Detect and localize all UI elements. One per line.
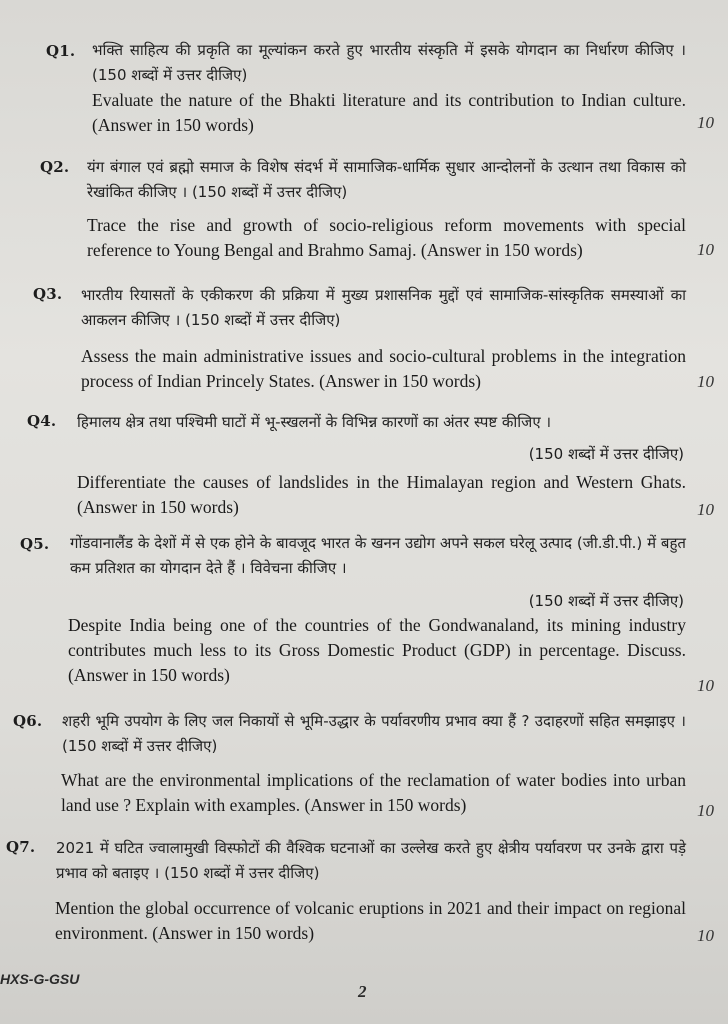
word-limit-note: (150 शब्दों में उत्तर दीजिए)	[528, 592, 684, 610]
paper-code: HXS-G-GSU	[0, 971, 80, 987]
question-number: Q7.	[6, 838, 36, 856]
question-number: Q1.	[46, 42, 76, 60]
question-hindi-text: 2021 में घटित ज्वालामुखी विस्फोटों की वैश्विक घटनाओं का उल्लेख करते हुए क्षेत्रीय पर्यावरण पर उनके द्वारा पड़े प्रभाव को बताइए । (150 शब्दों में उत्तर दीजिए)	[56, 839, 686, 882]
question-number: Q4.	[27, 412, 57, 430]
question-hindi-text: शहरी भूमि उपयोग के लिए जल निकायों से भूमि-उद्धार के पर्यावरणीय प्रभाव क्या हैं ? उदाहरणों सहित समझाइए । (150 शब्दों में उत्तर दीजिए)	[62, 712, 686, 755]
question-english-text: Differentiate the causes of landslides in the Himalayan region and Western Ghats. (Answer in 150 words)	[77, 472, 686, 517]
question-marks: 10	[697, 240, 714, 259]
question-hindi-text: यंग बंगाल एवं ब्रह्मो समाज के विशेष संदर्भ में सामाजिक-धार्मिक सुधार आन्दोलनों के उत्थान तथा विकास को रेखांकित कीजिए । (150 शब्दों में उत्तर दीजिए)	[87, 158, 686, 201]
question-marks: 10	[697, 500, 714, 519]
question-marks: 10	[697, 372, 714, 391]
question-english-text: Despite India being one of the countries of the Gondwanaland, its mining industry contributes much less to its Gross Domestic Product (GDP) in percentage. Discuss. (Answer in 150 words)	[68, 615, 686, 685]
question-marks: 10	[697, 113, 714, 132]
question-marks: 10	[697, 926, 714, 945]
question-number: Q2.	[40, 158, 70, 176]
page-number: 2	[358, 982, 367, 1001]
question-marks: 10	[697, 676, 714, 695]
question-hindi-text: भक्ति साहित्य की प्रकृति का मूल्यांकन करते हुए भारतीय संस्कृति में इसके योगदान का निर्धारण कीजिए । (150 शब्दों में उत्तर दीजिए)	[92, 41, 686, 84]
question-number: Q3.	[33, 285, 63, 303]
question-hindi-text: भारतीय रियासतों के एकीकरण की प्रक्रिया में मुख्य प्रशासनिक मुद्दों एवं सामाजिक-सांस्कृतिक समस्याओं का आकलन कीजिए । (150 शब्दों में उत्तर दीजिए)	[81, 286, 686, 329]
question-hindi-text: हिमालय क्षेत्र तथा पश्चिमी घाटों में भू-स्खलनों के विभिन्न कारणों का अंतर स्पष्ट कीजिए ।	[77, 413, 552, 431]
question-english-text: Trace the rise and growth of socio-religious reform movements with special reference to Young Bengal and Brahmo Samaj. (Answer in 150 words)	[87, 215, 686, 260]
question-english-text: Mention the global occurrence of volcanic eruptions in 2021 and their impact on regional environment. (Answer in 150 words)	[55, 898, 686, 943]
question-hindi-text: गोंडवानालैंड के देशों में से एक होने के बावजूद भारत के खनन उद्योग अपने सकल घरेलू उत्पाद (जी.डी.पी.) में बहुत कम प्रतिशत का योगदान देते हैं । विवेचना कीजिए ।	[70, 534, 686, 577]
question-english-text: Assess the main administrative issues and socio-cultural problems in the integration process of Indian Princely States. (Answer in 150 words)	[81, 346, 686, 391]
question-number: Q6.	[13, 712, 43, 730]
question-number: Q5.	[20, 535, 50, 553]
question-english-text: What are the environmental implications of the reclamation of water bodies into urban land use ? Explain with examples. (Answer in 150 words)	[61, 770, 686, 815]
question-english-text: Evaluate the nature of the Bhakti literature and its contribution to Indian culture. (Answer in 150 words)	[92, 90, 686, 135]
word-limit-note: (150 शब्दों में उत्तर दीजिए)	[528, 445, 684, 463]
question-marks: 10	[697, 801, 714, 820]
